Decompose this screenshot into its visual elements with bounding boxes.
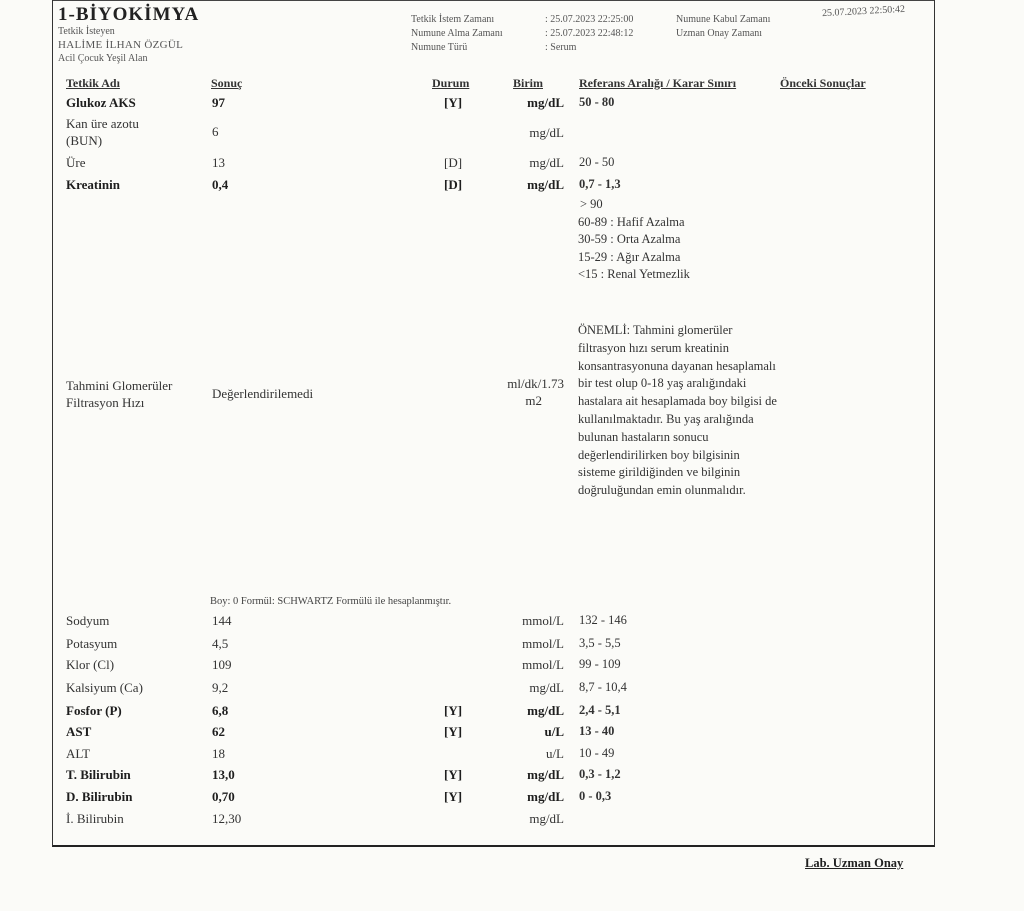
reference-range: 132 - 146 [579,613,627,627]
test-unit: ml/dk/1.73 [507,376,564,391]
test-unit: mg/dL [527,789,564,804]
gfr-range-item: > 90 [580,197,603,211]
test-unit: mg/dL [529,155,564,170]
signature-label: Lab. Uzman Onay [805,856,904,870]
test-unit: mg/dL [529,125,564,140]
col-result: Sonuç [211,76,243,90]
reference-range: 8,7 - 10,4 [579,680,627,694]
department-title: 1-BİYOKİMYA [58,4,200,25]
test-unit: mg/dL [527,703,564,718]
test-name: Kreatinin [66,177,120,192]
test-status: [Y] [444,703,463,718]
col-previous: Önceki Sonuçlar [780,76,866,90]
col-test-name: Tetkik Adı [66,76,120,90]
test-name-line2: Filtrasyon Hızı [66,395,145,410]
test-status: [Y] [444,789,463,804]
test-status: [D] [444,155,463,170]
test-name: İ. Bilirubin [66,811,124,826]
reference-range: 0,7 - 1,3 [579,177,621,191]
test-result: 6 [212,124,219,139]
col-reference: Referans Aralığı / Karar Sınırı [579,76,737,90]
test-result: 6,8 [212,703,229,718]
test-unit: u/L [544,724,564,739]
test-result: 18 [212,746,225,761]
report-frame [52,0,935,847]
accept-time-label: Numune Kabul Zamanı [676,14,771,25]
doctor-name: HALİME İLHAN ÖZGÜL [58,39,184,51]
test-unit-line2: m2 [525,393,542,408]
test-name: Fosfor (P) [66,703,122,718]
reference-range: 0,3 - 1,2 [579,767,621,781]
test-unit: mg/dL [527,767,564,782]
test-result: 12,30 [212,811,242,826]
test-result: Değerlendirilemedi [212,386,314,401]
test-name-line2: (BUN) [66,133,103,148]
test-status: [D] [444,177,463,192]
test-name: Kan üre azotu [66,116,139,131]
test-result: 9,2 [212,680,229,695]
test-unit: mmol/L [522,657,564,672]
accept-time: 25.07.2023 22:50:42 [821,3,906,20]
request-time-label: Tetkik İstem Zamanı [411,14,495,25]
test-result: 0,70 [212,789,235,804]
reference-range: 13 - 40 [579,724,615,738]
test-unit: mmol/L [522,636,564,651]
test-name: ALT [66,746,91,761]
test-name: Kalsiyum (Ca) [66,680,143,695]
sample-type: : Serum [545,42,577,53]
col-status: Durum [432,76,470,90]
gfr-range-item: 15-29 : Ağır Azalma [578,249,681,264]
test-unit: u/L [545,746,564,761]
test-name: Klor (Cl) [66,657,115,672]
test-name: Üre [66,155,86,170]
reference-range: 2,4 - 5,1 [579,703,621,717]
test-name: Glukoz AKS [66,95,136,110]
formula-note: Boy: 0 Formül: SCHWARTZ Formülü ile hesaplanmıştır. [210,596,452,607]
requester-label: Tetkik İsteyen [58,26,115,37]
sample-time-label: Numune Alma Zamanı [411,28,503,39]
test-result: 13,0 [212,767,235,782]
test-result: 0,4 [212,177,229,192]
test-unit: mg/dL [529,680,564,695]
approval-time-label: Uzman Onay Zamanı [676,28,763,39]
test-name: Tahmini Glomerüler [66,378,173,393]
test-status: [Y] [444,95,463,110]
test-result: 144 [212,613,232,628]
col-unit: Birim [513,76,543,90]
sample-time: : 25.07.2023 22:48:12 [545,28,634,39]
test-unit: mg/dL [529,811,564,826]
reference-range: 20 - 50 [579,155,615,169]
gfr-range-item: 30-59 : Orta Azalma [578,232,681,246]
test-result: 97 [212,95,225,110]
test-name: Potasyum [66,636,118,651]
test-name: Sodyum [66,613,110,628]
unit-name: Acil Çocuk Yeşil Alan [58,53,148,64]
test-status: [Y] [444,767,463,782]
test-name: AST [66,724,92,739]
reference-range: 10 - 49 [579,746,615,760]
reference-range: 3,5 - 5,5 [579,636,621,650]
gfr-range-item: <15 : Renal Yetmezlik [578,267,690,281]
request-time: : 25.07.2023 22:25:00 [545,14,634,25]
test-result: 13 [212,155,225,170]
reference-range: 99 - 109 [579,657,621,671]
test-status: [Y] [444,724,463,739]
sample-type-label: Numune Türü [411,42,468,53]
gfr-range-item: 60-89 : Hafif Azalma [578,214,685,229]
test-result: 109 [212,657,232,672]
test-name: T. Bilirubin [66,767,131,782]
test-unit: mg/dL [527,95,564,110]
test-unit: mmol/L [522,613,564,628]
reference-range: 0 - 0,3 [579,789,612,803]
gfr-note: ÖNEMLİ: Tahmini glomerüler filtrasyon hızı serum kreatinin konsantrasyonuna dayanan hesaplamalı bir test olup 0-18 yaş aralığındaki hastalara ait hesaplamada boy bilgisi de kullanılmaktadır. Bu yaş aralığında bulunan hastaların sonucu değerlendirilirken boy bilgisinin sisteme girildiğinden ve bilginin doğruluğundan emin olunmalıdır. [578,323,777,498]
test-result: 4,5 [212,636,229,651]
test-name: D. Bilirubin [66,789,133,804]
reference-range: 50 - 80 [579,95,615,109]
test-result: 62 [212,724,225,739]
test-unit: mg/dL [527,177,564,192]
